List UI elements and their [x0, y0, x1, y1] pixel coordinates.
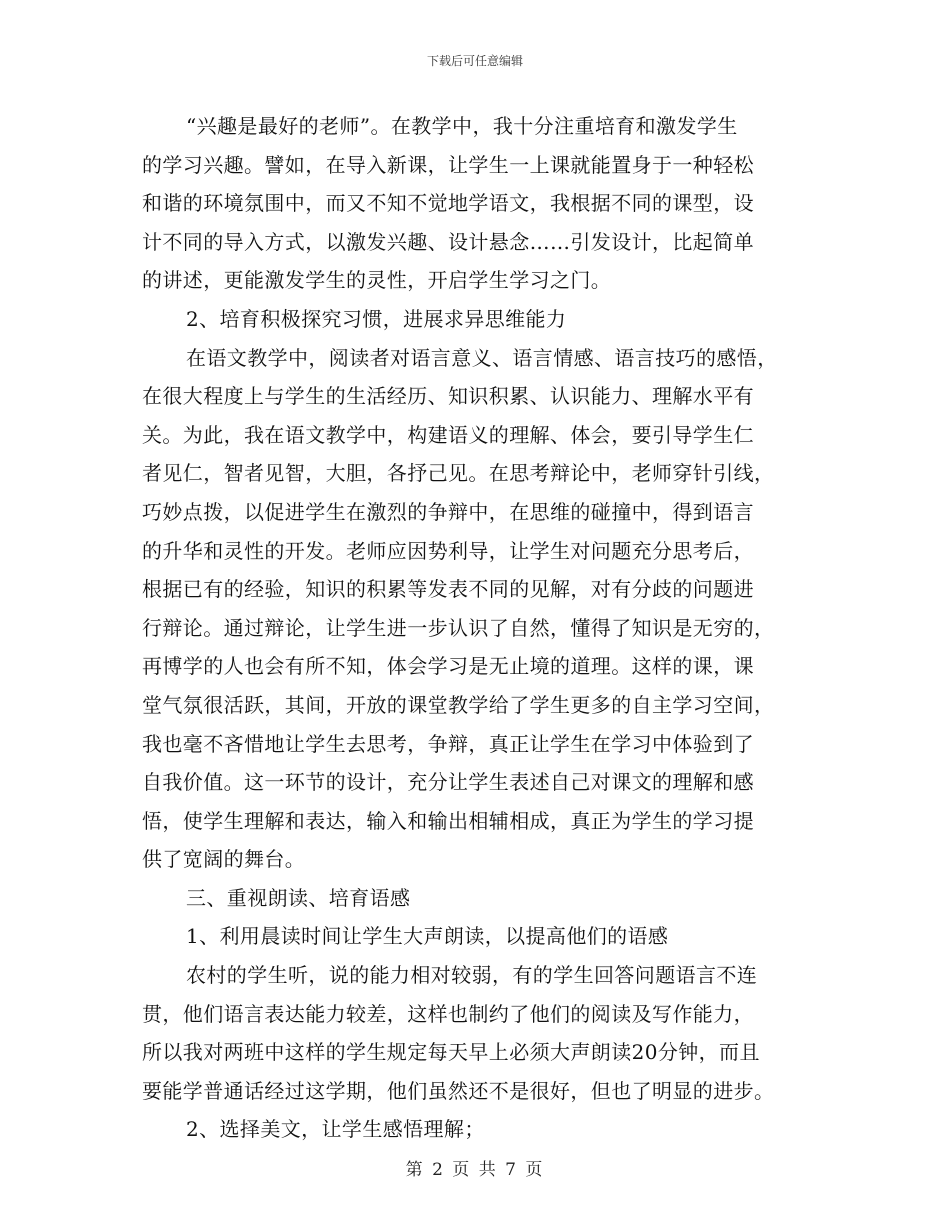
paragraph-line: 和谐的环境氛围中，而又不知不觉地学语文，我根据不同的课型，设 — [142, 191, 754, 216]
paragraph-line: 所以我对两班中这样的学生规定每天早上必须大声朗读20分钟，而且 — [142, 1040, 760, 1065]
document-body — [142, 107, 810, 1149]
paragraph-line: 关。为此，我在语文教学中，构建语义的理解、体会，要引导学生仁 — [142, 422, 754, 447]
paragraph-line: 要能学普通话经过这学期，他们虽然还不是很好，但也了明显的进步。 — [142, 1078, 775, 1103]
page-number-footer: 第 2 页 共 7 页 — [405, 1160, 545, 1180]
paragraph-line: 贯，他们语言表达能力较差，这样也制约了他们的阅读及写作能力， — [142, 1001, 754, 1026]
paragraph-line: 的讲述，更能激发学生的灵性，开启学生学习之门。 — [142, 268, 612, 293]
section-heading: 2、选择美文，让学生感悟理解； — [186, 1117, 485, 1142]
paragraph-line: 的学习兴趣。譬如，在导入新课，让学生一上课就能置身于一种轻松 — [142, 152, 754, 177]
paragraph-line: 的升华和灵性的开发。老师应因势利导，让学生对问题充分思考后， — [142, 538, 754, 563]
section-heading: 1、利用晨读时间让学生大声朗读，以提高他们的语感 — [186, 924, 669, 949]
section-heading: 三、重视朗读、培育语感 — [186, 885, 411, 910]
paragraph-line: 再博学的人也会有所不知，体会学习是无止境的道理。这样的课，课 — [142, 654, 754, 679]
paragraph-line: 农村的学生听，说的能力相对较弱，有的学生回答问题语言不连 — [186, 963, 758, 988]
paragraph-line: 在语文教学中，阅读者对语言意义、语言情感、语言技巧的感悟， — [186, 345, 778, 370]
paragraph-line: 悟，使学生理解和表达，输入和输出相辅相成，真正为学生的学习提 — [142, 808, 754, 833]
page-header: 下载后可任意编辑 — [426, 54, 523, 68]
paragraph-line: 行辩论。通过辩论，让学生进一步认识了自然，懂得了知识是无穷的， — [142, 615, 775, 640]
paragraph-line: 在很大程度上与学生的生活经历、知识积累、认识能力、理解水平有 — [142, 384, 754, 409]
paragraph-line: 我也毫不吝惜地让学生去思考，争辩，真正让学生在学习中体验到了 — [142, 731, 754, 756]
paragraph-line: 自我价值。这一环节的设计，充分让学生表述自己对课文的理解和感 — [142, 770, 754, 795]
paragraph-line: 供了宽阔的舞台。 — [142, 847, 306, 872]
paragraph-line: “兴趣是最好的老师”。在教学中，我十分注重培育和激发学生 — [186, 114, 738, 138]
paragraph-line: 计不同的导入方式，以激发兴趣、设计悬念……引发设计，比起简单 — [142, 229, 754, 254]
paragraph-line: 者见仁，智者见智，大胆，各抒己见。在思考辩论中，老师穿针引线， — [142, 461, 775, 486]
paragraph-line: 巧妙点拨，以促进学生在激烈的争辩中，在思维的碰撞中，得到语言 — [142, 499, 754, 524]
paragraph-line: 堂气氛很活跃，其间，开放的课堂教学给了学生更多的自主学习空间， — [142, 692, 775, 717]
paragraph-line: 根据已有的经验，知识的积累等发表不同的见解，对有分歧的问题进 — [142, 577, 754, 602]
section-heading: 2、培育积极探究习惯，进展求异思维能力 — [186, 306, 567, 331]
